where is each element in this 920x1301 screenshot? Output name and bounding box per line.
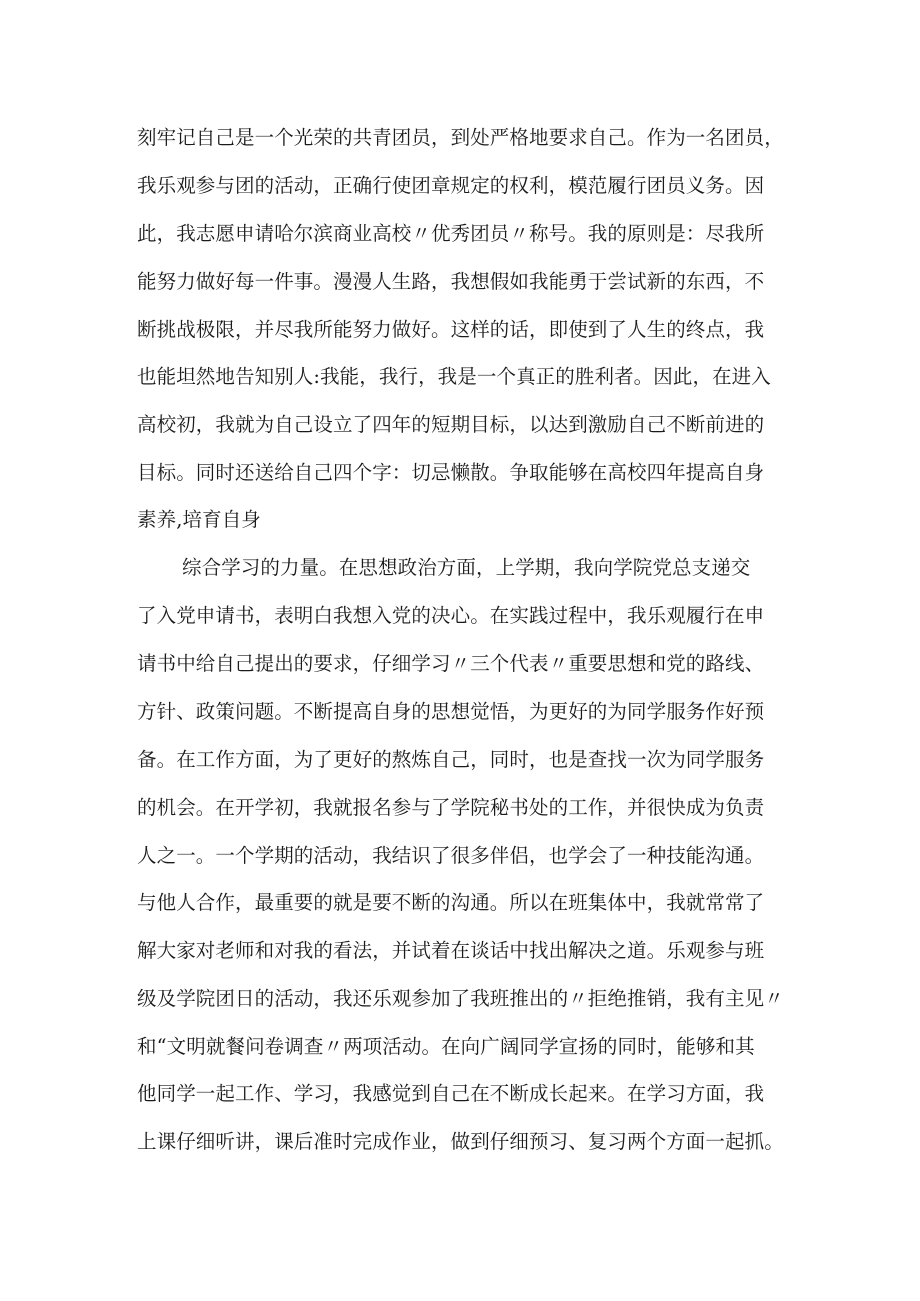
text-line: 与他人合作，最重要的就是要不断的沟通。所以在班集体中，我就常常了 <box>137 891 765 914</box>
text-line: 请书中给自己提出的要求，仔细学习〃三个代表〃重要思想和党的路线、 <box>137 652 765 675</box>
text-line: 了入党申请书，表明白我想入党的决心。在实践过程中，我乐观履行在申 <box>137 604 765 627</box>
text-line: 和“文明就餐问卷调查〃两项活动。在向广阔同学宣扬的同时，能够和其 <box>137 1035 755 1058</box>
text-line: 此，我志愿申请哈尔滨商业高校〃优秀团员〃称号。我的原则是：尽我所 <box>137 222 765 245</box>
text-line: 刻牢记自己是一个光荣的共青团员，到处严格地要求自己。作为一名团员， <box>137 126 784 149</box>
text-line: 级及学院团日的活动，我还乐观参加了我班推出的〃拒绝推销，我有主见〃 <box>137 987 784 1010</box>
text-line: 人之一。一个学期的活动，我结识了很多伴侣，也学会了一种技能沟通。 <box>137 844 765 867</box>
text-line: 方针、政策问题。不断提高自身的思想觉悟，为更好的为同学服务作好预 <box>137 700 765 723</box>
text-line: 能努力做好每一件事。漫漫人生路，我想假如我能勇于尝试新的东西，不 <box>137 270 765 293</box>
text-line: 他同学一起工作、学习，我感觉到自己在不断成长起来。在学习方面，我 <box>137 1082 765 1105</box>
text-line: 断挑战极限，并尽我所能努力做好。这样的话，即使到了人生的终点，我 <box>137 318 765 341</box>
text-line: 素养,培育自身 <box>137 508 261 531</box>
text-line: 我乐观参与团的活动，正确行使团章规定的权利，模范履行团员义务。因 <box>137 174 765 197</box>
text-line: 目标。同时还送给自己四个字：切忌懒散。争取能够在高校四年提高自身 <box>137 461 765 484</box>
text-line: 的机会。在开学初，我就报名参与了学院秘书处的工作，并很快成为负责 <box>137 796 765 819</box>
text-line: 解大家对老师和对我的看法，并试着在谈话中找出解决之道。乐观参与班 <box>137 939 765 962</box>
text-line: 也能坦然地告知别人:我能，我行，我是一个真正的胜利者。因此，在进入 <box>137 365 771 388</box>
text-line: 高校初，我就为自己设立了四年的短期目标，以达到激励自己不断前进的 <box>137 413 765 436</box>
text-line: 上课仔细听讲，课后准时完成作业，做到仔细预习、复习两个方面一起抓。 <box>137 1130 784 1153</box>
paragraph-first-line: 综合学习的力量。在思想政治方面，上学期，我向学院党总支递交 <box>182 556 751 579</box>
text-line: 备。在工作方面，为了更好的熬炼自己，同时，也是查找一次为同学服务 <box>137 748 765 771</box>
